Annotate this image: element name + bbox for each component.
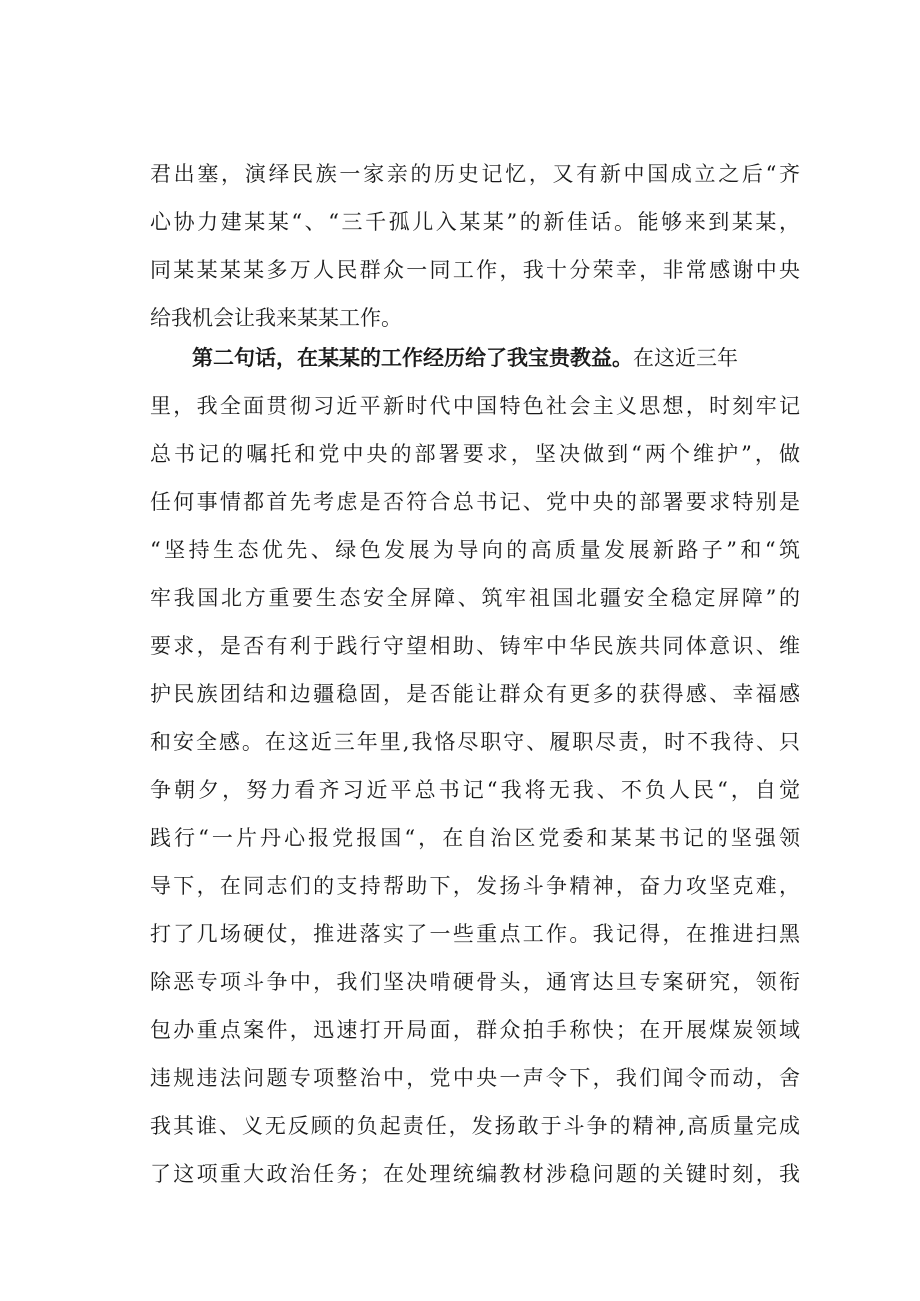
- paragraph-2-line: 要求，是否有利于践行守望相助、铸牢中华民族共同体意识、维: [150, 634, 800, 658]
- paragraph-2-lead-text: 在这近三年: [633, 346, 738, 370]
- paragraph-2-line: “坚持生态优先、绿色发展为导向的高质量发展新路子”和“筑: [150, 538, 800, 562]
- paragraph-2-line: 和安全感。在这近三年里,我恪尽职守、履职尽责，时不我待、只: [150, 730, 800, 754]
- paragraph-2-line: 违规违法问题专项整治中，党中央一声令下，我们闻令而动，舍: [150, 1066, 800, 1090]
- paragraph-2-line: 里，我全面贯彻习近平新时代中国特色社会主义思想，时刻牢记: [150, 394, 800, 418]
- paragraph-1-line: 给我机会让我来某某工作。: [150, 306, 402, 330]
- paragraph-2-lead-line: [150, 334, 800, 382]
- paragraph-2-line: 护民族团结和边疆稳固，是否能让群众有更多的获得感、幸福感: [150, 682, 800, 706]
- paragraph-1-line: 同某某某某多万人民群众一同工作，我十分荣幸，非常感谢中央: [150, 258, 800, 282]
- paragraph-2-line: 打了几场硬仗，推进落实了一些重点工作。我记得，在推进扫黑: [150, 922, 800, 946]
- paragraph-2-heading: 第二句话，在某某的工作经历给了我宝贵教益。: [192, 345, 633, 370]
- paragraph-2-line: 争朝夕，努力看齐习近平总书记“我将无我、不负人民“，自觉: [150, 778, 800, 802]
- paragraph-2-line: 导下，在同志们的支持帮助下，发扬斗争精神，奋力攻坚克难，: [150, 874, 800, 898]
- paragraph-1-line: 心协力建某某“、“三千孤儿入某某”的新佳话。能够来到某某，: [150, 210, 800, 234]
- paragraph-2-line: 牢我国北方重要生态安全屏障、筑牢祖国北疆安全稳定屏障”的: [150, 586, 800, 610]
- paragraph-2-line: 践行“一片丹心报党报国“，在自治区党委和某某书记的坚强领: [150, 826, 800, 850]
- paragraph-1: [150, 150, 800, 342]
- paragraph-2-line: 除恶专项斗争中，我们坚决啃硬骨头，通宵达旦专案研究，领衔: [150, 970, 800, 994]
- paragraph-1-line: 君出塞，演绎民族一家亲的历史记忆，又有新中国成立之后“齐: [150, 162, 800, 186]
- paragraph-2-line: 了这项重大政治任务；在处理统编教材涉稳问题的关键时刻，我: [150, 1162, 800, 1186]
- paragraph-2-line: 我其谁、义无反顾的负起责任，发扬敢于斗争的精神,高质量完成: [150, 1114, 800, 1138]
- paragraph-2-line: 总书记的嘱托和党中央的部署要求，坚决做到“两个维护”，做: [150, 442, 800, 466]
- paragraph-2: [150, 334, 800, 1198]
- paragraph-2-line: 包办重点案件，迅速打开局面，群众拍手称快；在开展煤炭领域: [150, 1018, 800, 1042]
- paragraph-2-line: 任何事情都首先考虑是否符合总书记、党中央的部署要求特别是: [150, 490, 800, 514]
